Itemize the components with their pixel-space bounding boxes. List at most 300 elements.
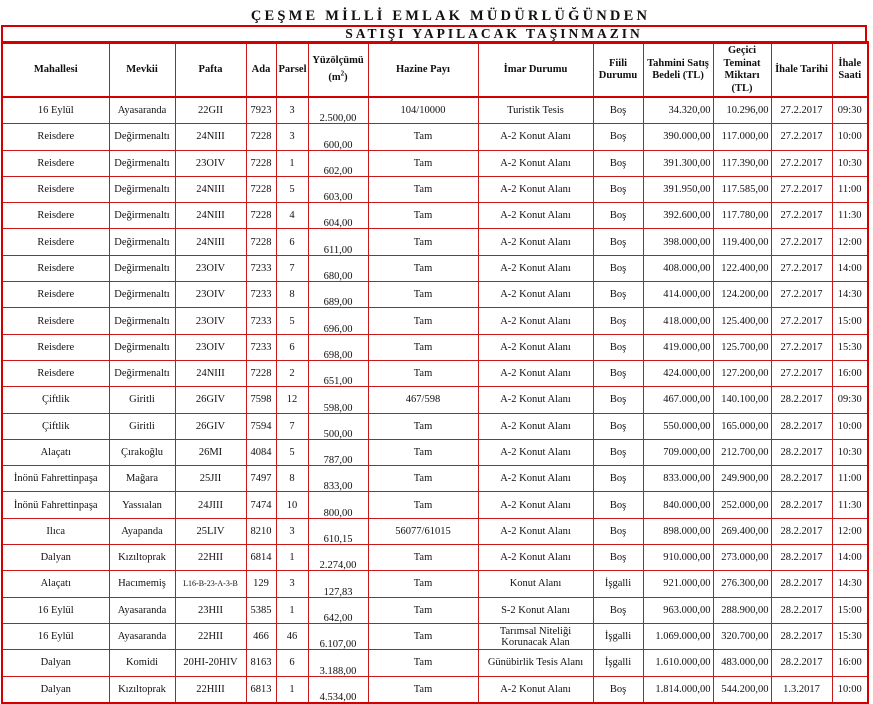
cell-parsel: 1 [276, 676, 308, 703]
cell-mevkii: Değirmenaltı [109, 124, 175, 150]
cell-tahmini-satis-bedeli: 398.000,00 [643, 229, 713, 255]
cell-mevkii: Ayasaranda [109, 597, 175, 623]
cell-mahallesi: Reisdere [2, 360, 109, 386]
cell-hazine-payi: Tam [368, 229, 478, 255]
cell-mevkii: Çırakoğlu [109, 439, 175, 465]
cell-mevkii: Hacımemiş [109, 571, 175, 597]
cell-gecici-teminat: 320.700,00 [713, 623, 771, 649]
cell-gecici-teminat: 117.000,00 [713, 124, 771, 150]
cell-ada: 7228 [246, 176, 276, 202]
cell-mahallesi: Çiftlik [2, 413, 109, 439]
cell-imar-durumu: A-2 Konut Alanı [478, 545, 593, 571]
cell-imar-durumu: Günübirlik Tesis Alanı [478, 650, 593, 676]
cell-ada: 7497 [246, 466, 276, 492]
cell-fiili-durumu: Boş [593, 466, 643, 492]
cell-fiili-durumu: İşgalli [593, 650, 643, 676]
cell-parsel: 6 [276, 229, 308, 255]
cell-imar-durumu: A-2 Konut Alanı [478, 492, 593, 518]
cell-fiili-durumu: Boş [593, 308, 643, 334]
cell-hazine-payi: Tam [368, 571, 478, 597]
cell-mevkii: Yassıalan [109, 492, 175, 518]
cell-mevkii: Kızıltoprak [109, 545, 175, 571]
cell-ihale-tarihi: 27.2.2017 [771, 176, 832, 202]
cell-imar-durumu: A-2 Konut Alanı [478, 176, 593, 202]
header-ihale-saati: İhale Saati [832, 43, 868, 98]
cell-ihale-tarihi: 28.2.2017 [771, 492, 832, 518]
cell-parsel: 46 [276, 623, 308, 649]
cell-tahmini-satis-bedeli: 408.000,00 [643, 255, 713, 281]
cell-mahallesi: Alaçatı [2, 571, 109, 597]
table-row [2, 334, 868, 360]
cell-gecici-teminat: 125.700,00 [713, 334, 771, 360]
header-fiili-durumu: Fiili Durumu [593, 43, 643, 98]
cell-mevkii: Değirmenaltı [109, 334, 175, 360]
cell-ada: 466 [246, 623, 276, 649]
cell-imar-durumu: A-2 Konut Alanı [478, 360, 593, 386]
cell-tahmini-satis-bedeli: 550.000,00 [643, 413, 713, 439]
cell-mahallesi: Reisdere [2, 124, 109, 150]
cell-ihale-tarihi: 27.2.2017 [771, 255, 832, 281]
cell-ihale-tarihi: 28.2.2017 [771, 466, 832, 492]
cell-parsel: 3 [276, 518, 308, 544]
cell-pafta: 23OIV [175, 255, 246, 281]
cell-parsel: 6 [276, 650, 308, 676]
cell-mahallesi: Dalyan [2, 676, 109, 703]
cell-parsel: 1 [276, 545, 308, 571]
header-pafta: Pafta [175, 43, 246, 98]
cell-ihale-saati: 16:00 [832, 650, 868, 676]
cell-imar-durumu: A-2 Konut Alanı [478, 439, 593, 465]
cell-gecici-teminat: 119.400,00 [713, 229, 771, 255]
header-ada: Ada [246, 43, 276, 98]
cell-mahallesi: Reisdere [2, 229, 109, 255]
cell-tahmini-satis-bedeli: 390.000,00 [643, 124, 713, 150]
cell-ada: 7228 [246, 150, 276, 176]
cell-mevkii: Kızıltoprak [109, 676, 175, 703]
cell-pafta: 23HII [175, 597, 246, 623]
cell-hazine-payi: Tam [368, 255, 478, 281]
cell-parsel: 1 [276, 597, 308, 623]
cell-fiili-durumu: İşgalli [593, 623, 643, 649]
cell-mevkii: Ayapanda [109, 518, 175, 544]
cell-fiili-durumu: Boş [593, 334, 643, 360]
header-yuzolcumu-unit: $(m^2)$ [328, 69, 348, 84]
cell-tahmini-satis-bedeli: 963.000,00 [643, 597, 713, 623]
cell-ada: 8163 [246, 650, 276, 676]
table-row [2, 623, 868, 649]
table-row [2, 545, 868, 571]
cell-tahmini-satis-bedeli: 392.600,00 [643, 203, 713, 229]
cell-parsel: 6 [276, 334, 308, 360]
cell-yuzolcumu: 6.107,00 [308, 623, 368, 649]
cell-mahallesi: Çiftlik [2, 387, 109, 413]
cell-hazine-payi: Tam [368, 545, 478, 571]
cell-hazine-payi: 467/598 [368, 387, 478, 413]
cell-imar-durumu: A-2 Konut Alanı [478, 124, 593, 150]
cell-fiili-durumu: Boş [593, 439, 643, 465]
header-hazine-payi: Hazine Payı [368, 43, 478, 98]
cell-mevkii: Ayasaranda [109, 97, 175, 124]
cell-mevkii: Ayasaranda [109, 623, 175, 649]
cell-yuzolcumu: 4.534,00 [308, 676, 368, 703]
cell-ada: 8210 [246, 518, 276, 544]
cell-imar-durumu: A-2 Konut Alanı [478, 518, 593, 544]
table-row [2, 308, 868, 334]
cell-gecici-teminat: 165.000,00 [713, 413, 771, 439]
cell-mahallesi: İnönü Fahrettinpaşa [2, 492, 109, 518]
cell-parsel: 2 [276, 360, 308, 386]
cell-imar-durumu: A-2 Konut Alanı [478, 150, 593, 176]
cell-gecici-teminat: 125.400,00 [713, 308, 771, 334]
cell-mevkii: Değirmenaltı [109, 360, 175, 386]
cell-gecici-teminat: 122.400,00 [713, 255, 771, 281]
cell-parsel: 8 [276, 466, 308, 492]
table-row [2, 439, 868, 465]
table-row [2, 360, 868, 386]
cell-hazine-payi: Tam [368, 360, 478, 386]
cell-mahallesi: 16 Eylül [2, 597, 109, 623]
cell-parsel: 1 [276, 150, 308, 176]
cell-ihale-tarihi: 28.2.2017 [771, 571, 832, 597]
cell-parsel: 12 [276, 387, 308, 413]
header-imar-durumu: İmar Durumu [478, 43, 593, 98]
table-row [2, 650, 868, 676]
cell-mevkii: Komidi [109, 650, 175, 676]
table-row [2, 282, 868, 308]
cell-mevkii: Giritli [109, 387, 175, 413]
table-row [2, 97, 868, 124]
cell-tahmini-satis-bedeli: 414.000,00 [643, 282, 713, 308]
cell-parsel: 7 [276, 255, 308, 281]
cell-imar-durumu: Turistik Tesis [478, 97, 593, 124]
cell-tahmini-satis-bedeli: 467.000,00 [643, 387, 713, 413]
cell-ihale-tarihi: 28.2.2017 [771, 439, 832, 465]
cell-fiili-durumu: Boş [593, 676, 643, 703]
cell-ada: 7228 [246, 360, 276, 386]
cell-tahmini-satis-bedeli: 709.000,00 [643, 439, 713, 465]
cell-yuzolcumu: 500,00 [308, 413, 368, 439]
cell-pafta: 25LIV [175, 518, 246, 544]
table-row [2, 597, 868, 623]
cell-imar-durumu: A-2 Konut Alanı [478, 282, 593, 308]
cell-tahmini-satis-bedeli: 391.300,00 [643, 150, 713, 176]
cell-yuzolcumu: 610,15 [308, 518, 368, 544]
cell-fiili-durumu: Boş [593, 229, 643, 255]
cell-ihale-saati: 11:00 [832, 176, 868, 202]
table-row [2, 466, 868, 492]
cell-ihale-tarihi: 27.2.2017 [771, 97, 832, 124]
cell-imar-durumu: A-2 Konut Alanı [478, 387, 593, 413]
cell-tahmini-satis-bedeli: 898.000,00 [643, 518, 713, 544]
cell-ada: 7474 [246, 492, 276, 518]
header-row [2, 43, 868, 98]
cell-gecici-teminat: 117.780,00 [713, 203, 771, 229]
cell-hazine-payi: Tam [368, 413, 478, 439]
cell-tahmini-satis-bedeli: 1.069.000,00 [643, 623, 713, 649]
cell-gecici-teminat: 269.400,00 [713, 518, 771, 544]
cell-ihale-tarihi: 27.2.2017 [771, 150, 832, 176]
cell-gecici-teminat: 252.000,00 [713, 492, 771, 518]
cell-ada: 7594 [246, 413, 276, 439]
cell-pafta: 24NIII [175, 176, 246, 202]
cell-gecici-teminat: 483.000,00 [713, 650, 771, 676]
cell-pafta: 26GIV [175, 413, 246, 439]
cell-mahallesi: 16 Eylül [2, 623, 109, 649]
cell-gecici-teminat: 10.296,00 [713, 97, 771, 124]
cell-hazine-payi: Tam [368, 439, 478, 465]
cell-gecici-teminat: 544.200,00 [713, 676, 771, 703]
cell-ihale-tarihi: 27.2.2017 [771, 360, 832, 386]
property-sale-table [1, 41, 869, 704]
cell-pafta: 22GII [175, 97, 246, 124]
cell-imar-durumu: A-2 Konut Alanı [478, 255, 593, 281]
cell-pafta: 22HIII [175, 676, 246, 703]
cell-tahmini-satis-bedeli: 921.000,00 [643, 571, 713, 597]
cell-parsel: 3 [276, 97, 308, 124]
table-row [2, 203, 868, 229]
cell-pafta: 23OIV [175, 150, 246, 176]
cell-ihale-saati: 14:00 [832, 255, 868, 281]
cell-ihale-tarihi: 27.2.2017 [771, 124, 832, 150]
cell-yuzolcumu: 787,00 [308, 439, 368, 465]
header-parsel: Parsel [276, 43, 308, 98]
cell-yuzolcumu: 2.500,00 [308, 97, 368, 124]
cell-fiili-durumu: Boş [593, 176, 643, 202]
cell-gecici-teminat: 276.300,00 [713, 571, 771, 597]
cell-mahallesi: Reisdere [2, 203, 109, 229]
table-row [2, 255, 868, 281]
cell-imar-durumu: Tarımsal Niteliği Korunacak Alan [478, 623, 593, 649]
cell-tahmini-satis-bedeli: 418.000,00 [643, 308, 713, 334]
cell-ihale-tarihi: 27.2.2017 [771, 334, 832, 360]
cell-fiili-durumu: Boş [593, 492, 643, 518]
cell-hazine-payi: Tam [368, 124, 478, 150]
cell-ihale-tarihi: 27.2.2017 [771, 203, 832, 229]
cell-hazine-payi: Tam [368, 176, 478, 202]
cell-mevkii: Mağara [109, 466, 175, 492]
cell-tahmini-satis-bedeli: 1.814.000,00 [643, 676, 713, 703]
cell-ada: 6813 [246, 676, 276, 703]
cell-yuzolcumu: 698,00 [308, 334, 368, 360]
cell-ada: 5385 [246, 597, 276, 623]
cell-hazine-payi: Tam [368, 650, 478, 676]
cell-pafta: 23OIV [175, 334, 246, 360]
cell-ihale-tarihi: 1.3.2017 [771, 676, 832, 703]
cell-gecici-teminat: 212.700,00 [713, 439, 771, 465]
cell-ihale-saati: 15:30 [832, 334, 868, 360]
cell-pafta: L16-B-23-A-3-B [175, 571, 246, 597]
cell-pafta: 24NIII [175, 360, 246, 386]
cell-ihale-saati: 09:30 [832, 387, 868, 413]
cell-gecici-teminat: 273.000,00 [713, 545, 771, 571]
cell-yuzolcumu: 651,00 [308, 360, 368, 386]
cell-imar-durumu: S-2 Konut Alanı [478, 597, 593, 623]
cell-parsel: 4 [276, 203, 308, 229]
cell-pafta: 25JII [175, 466, 246, 492]
cell-yuzolcumu: 127,83 [308, 571, 368, 597]
cell-ihale-tarihi: 27.2.2017 [771, 308, 832, 334]
cell-pafta: 23OIV [175, 282, 246, 308]
cell-yuzolcumu: 689,00 [308, 282, 368, 308]
cell-yuzolcumu: 602,00 [308, 150, 368, 176]
cell-fiili-durumu: Boş [593, 360, 643, 386]
cell-pafta: 24NIII [175, 203, 246, 229]
cell-ihale-saati: 11:00 [832, 466, 868, 492]
cell-fiili-durumu: Boş [593, 150, 643, 176]
cell-parsel: 10 [276, 492, 308, 518]
cell-ada: 4084 [246, 439, 276, 465]
cell-parsel: 8 [276, 282, 308, 308]
cell-ihale-saati: 11:30 [832, 203, 868, 229]
cell-hazine-payi: Tam [368, 282, 478, 308]
cell-pafta: 23OIV [175, 308, 246, 334]
cell-hazine-payi: Tam [368, 308, 478, 334]
cell-ihale-saati: 14:00 [832, 545, 868, 571]
cell-ada: 7923 [246, 97, 276, 124]
header-mevkii: Mevkii [109, 43, 175, 98]
header-yuzolcumu [308, 43, 368, 98]
cell-yuzolcumu: 800,00 [308, 492, 368, 518]
cell-mahallesi: Dalyan [2, 545, 109, 571]
cell-hazine-payi: 104/10000 [368, 97, 478, 124]
cell-fiili-durumu: Boş [593, 97, 643, 124]
cell-yuzolcumu: 598,00 [308, 387, 368, 413]
table-row [2, 176, 868, 202]
cell-mahallesi: İnönü Fahrettinpaşa [2, 466, 109, 492]
cell-tahmini-satis-bedeli: 910.000,00 [643, 545, 713, 571]
table-row [2, 229, 868, 255]
table-row [2, 571, 868, 597]
table-row [2, 492, 868, 518]
cell-fiili-durumu: İşgalli [593, 571, 643, 597]
cell-yuzolcumu: 680,00 [308, 255, 368, 281]
cell-hazine-payi: Tam [368, 623, 478, 649]
cell-fiili-durumu: Boş [593, 255, 643, 281]
cell-ihale-tarihi: 28.2.2017 [771, 387, 832, 413]
cell-ada: 129 [246, 571, 276, 597]
cell-pafta: 22HII [175, 623, 246, 649]
cell-imar-durumu: A-2 Konut Alanı [478, 413, 593, 439]
cell-hazine-payi: Tam [368, 492, 478, 518]
cell-tahmini-satis-bedeli: 833.000,00 [643, 466, 713, 492]
cell-imar-durumu: A-2 Konut Alanı [478, 676, 593, 703]
cell-mevkii: Değirmenaltı [109, 308, 175, 334]
table-body [2, 97, 868, 703]
cell-parsel: 3 [276, 571, 308, 597]
cell-ihale-saati: 12:00 [832, 229, 868, 255]
cell-tahmini-satis-bedeli: 424.000,00 [643, 360, 713, 386]
cell-tahmini-satis-bedeli: 34.320,00 [643, 97, 713, 124]
cell-gecici-teminat: 117.585,00 [713, 176, 771, 202]
cell-ihale-saati: 16:00 [832, 360, 868, 386]
cell-ada: 6814 [246, 545, 276, 571]
cell-ihale-saati: 12:00 [832, 518, 868, 544]
cell-mevkii: Değirmenaltı [109, 203, 175, 229]
table-row [2, 518, 868, 544]
cell-ada: 7228 [246, 124, 276, 150]
cell-tahmini-satis-bedeli: 1.610.000,00 [643, 650, 713, 676]
cell-hazine-payi: 56077/61015 [368, 518, 478, 544]
cell-fiili-durumu: Boş [593, 124, 643, 150]
cell-yuzolcumu: 603,00 [308, 176, 368, 202]
cell-ihale-saati: 11:30 [832, 492, 868, 518]
cell-mevkii: Değirmenaltı [109, 229, 175, 255]
cell-imar-durumu: A-2 Konut Alanı [478, 308, 593, 334]
cell-pafta: 26GIV [175, 387, 246, 413]
cell-fiili-durumu: Boş [593, 597, 643, 623]
cell-ihale-tarihi: 28.2.2017 [771, 545, 832, 571]
cell-fiili-durumu: Boş [593, 413, 643, 439]
cell-imar-durumu: A-2 Konut Alanı [478, 334, 593, 360]
cell-ihale-saati: 09:30 [832, 97, 868, 124]
cell-gecici-teminat: 288.900,00 [713, 597, 771, 623]
cell-mahallesi: Reisdere [2, 308, 109, 334]
cell-hazine-payi: Tam [368, 203, 478, 229]
cell-fiili-durumu: Boş [593, 545, 643, 571]
cell-ihale-saati: 14:30 [832, 571, 868, 597]
cell-ihale-tarihi: 28.2.2017 [771, 623, 832, 649]
cell-pafta: 24JIII [175, 492, 246, 518]
cell-ihale-tarihi: 28.2.2017 [771, 518, 832, 544]
cell-ihale-tarihi: 28.2.2017 [771, 650, 832, 676]
cell-ihale-tarihi: 27.2.2017 [771, 282, 832, 308]
cell-ihale-saati: 10:00 [832, 124, 868, 150]
cell-ihale-saati: 15:00 [832, 308, 868, 334]
cell-fiili-durumu: Boş [593, 203, 643, 229]
cell-mevkii: Değirmenaltı [109, 176, 175, 202]
cell-ada: 7233 [246, 255, 276, 281]
cell-mevkii: Giritli [109, 413, 175, 439]
cell-gecici-teminat: 140.100,00 [713, 387, 771, 413]
cell-fiili-durumu: Boş [593, 387, 643, 413]
cell-gecici-teminat: 124.200,00 [713, 282, 771, 308]
cell-ada: 7233 [246, 282, 276, 308]
header-ihale-tarihi: İhale Tarihi [771, 43, 832, 98]
table-row [2, 413, 868, 439]
cell-parsel: 3 [276, 124, 308, 150]
cell-yuzolcumu: 833,00 [308, 466, 368, 492]
cell-yuzolcumu: 642,00 [308, 597, 368, 623]
cell-hazine-payi: Tam [368, 334, 478, 360]
cell-mahallesi: Reisdere [2, 282, 109, 308]
cell-fiili-durumu: Boş [593, 282, 643, 308]
table-row [2, 676, 868, 703]
cell-ada: 7233 [246, 308, 276, 334]
cell-gecici-teminat: 249.900,00 [713, 466, 771, 492]
cell-parsel: 7 [276, 413, 308, 439]
document-title: ÇEŞME MİLLİ EMLAK MÜDÜRLÜĞÜNDEN [250, 8, 651, 24]
cell-ihale-saati: 10:30 [832, 150, 868, 176]
cell-mahallesi: Reisdere [2, 150, 109, 176]
cell-ihale-tarihi: 27.2.2017 [771, 229, 832, 255]
cell-hazine-payi: Tam [368, 597, 478, 623]
cell-gecici-teminat: 127.200,00 [713, 360, 771, 386]
cell-pafta: 26MI [175, 439, 246, 465]
cell-yuzolcumu: 611,00 [308, 229, 368, 255]
cell-tahmini-satis-bedeli: 419.000,00 [643, 334, 713, 360]
cell-mevkii: Değirmenaltı [109, 282, 175, 308]
cell-mahallesi: Dalyan [2, 650, 109, 676]
cell-ada: 7598 [246, 387, 276, 413]
header-mahallesi: Mahallesi [2, 43, 109, 98]
cell-ada: 7233 [246, 334, 276, 360]
cell-ada: 7228 [246, 229, 276, 255]
cell-mevkii: Değirmenaltı [109, 150, 175, 176]
table-row [2, 124, 868, 150]
cell-fiili-durumu: Boş [593, 518, 643, 544]
cell-hazine-payi: Tam [368, 150, 478, 176]
header-gecici-teminat: Geçici Teminat Miktarı (TL) [713, 43, 771, 98]
